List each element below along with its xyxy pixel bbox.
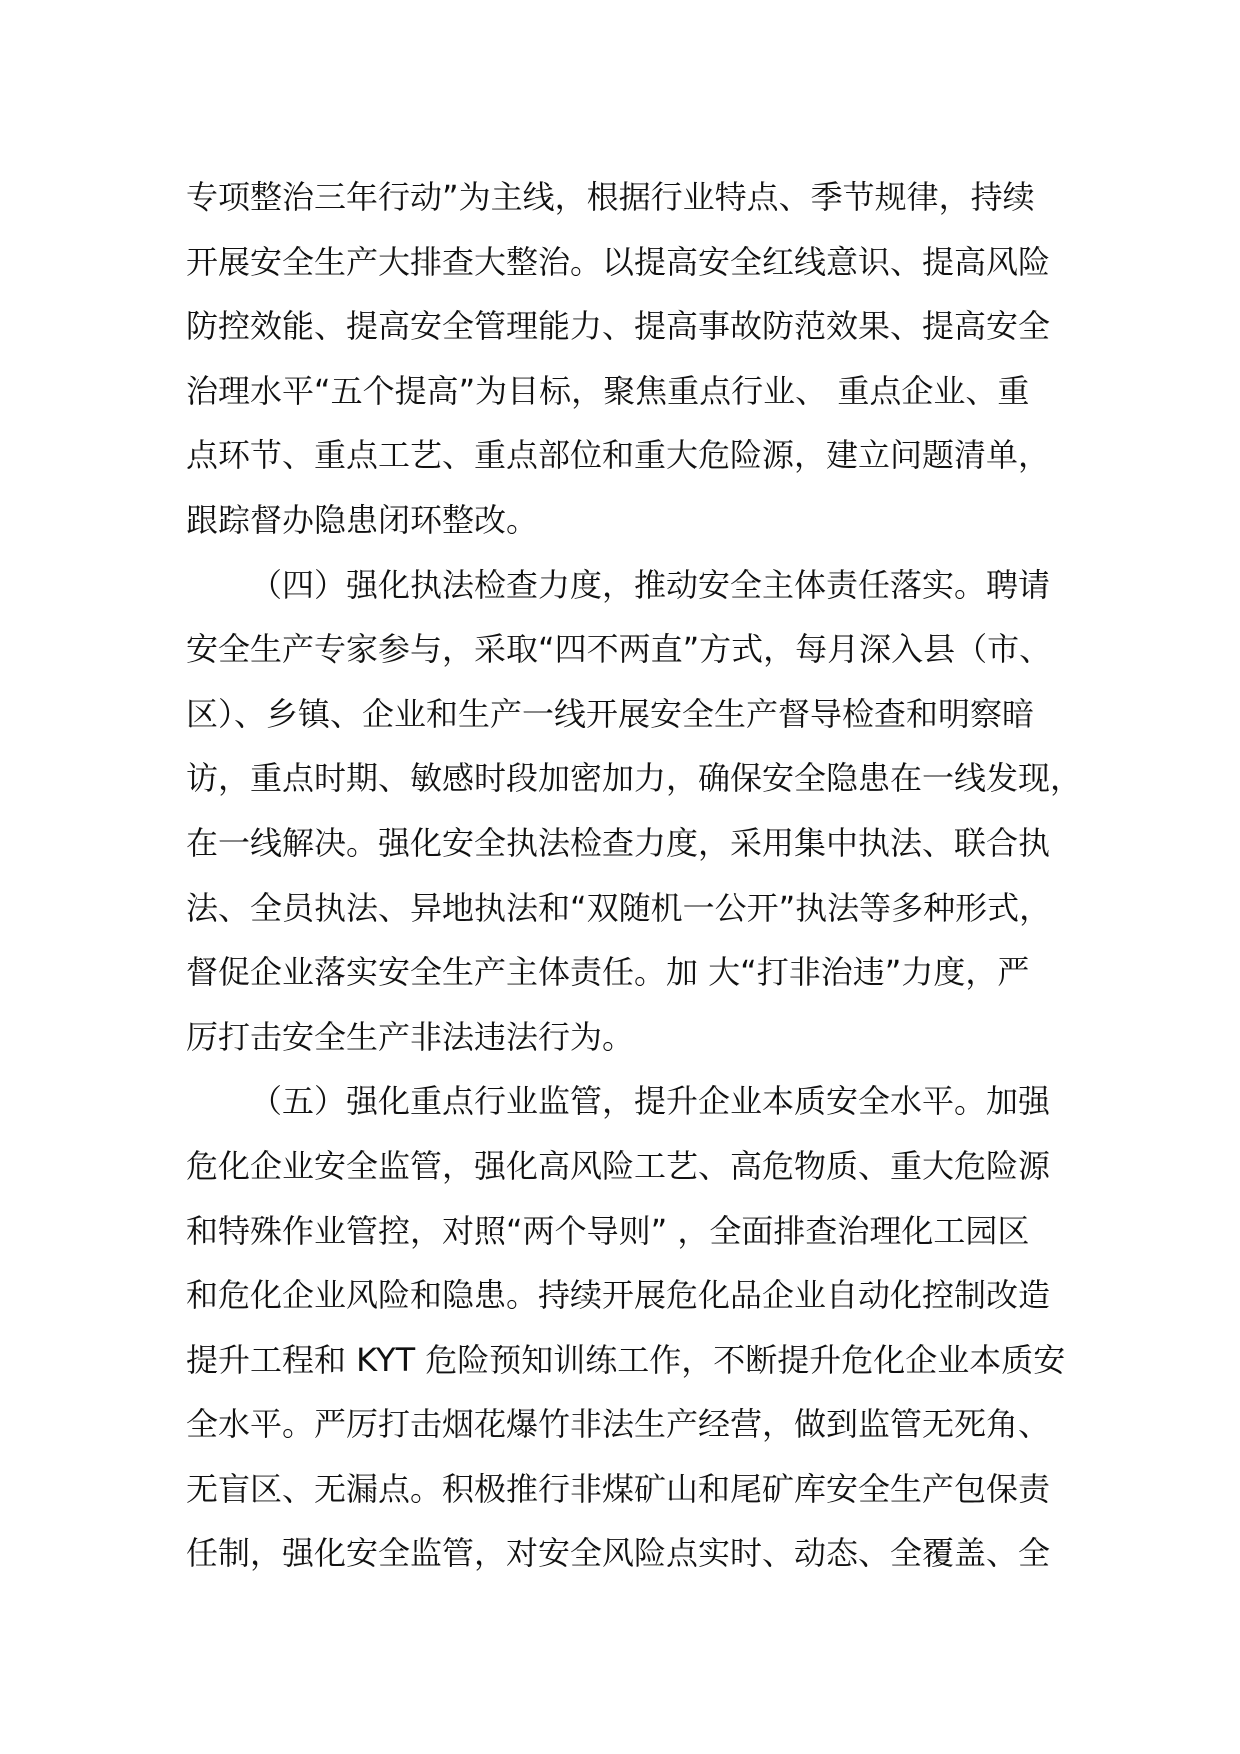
section-heading-line: （四）强化执法检查力度，推动安全主体责任落实。聘请 [250, 565, 1051, 604]
text-line: 无盲区、无漏点。积极推行非煤矿山和尾矿库安全生产包保责 [186, 1469, 1051, 1508]
text-line: 和危化企业风险和隐患。持续开展危化品企业自动化控制改造 [186, 1276, 1051, 1315]
text-line: 区）、乡镇、企业和生产一线开展安全生产督导检查和明察暗 [186, 694, 1035, 733]
text-line: 开展安全生产大排查大整治。以提高安全红线意识、提高风险 [186, 242, 1051, 281]
text-line: 跟踪督办隐患闭环整改。 [186, 500, 539, 539]
text-line: 防控效能、提高安全管理能力、提高事故防范效果、提高安全 [186, 307, 1051, 346]
text-line: 任制，强化安全监管，对安全风险点实时、动态、全覆盖、全 [186, 1534, 1051, 1573]
body-text [186, 165, 1083, 1586]
text-line: 危化企业安全监管，强化高风险工艺、高危物质、重大危险源 [186, 1146, 1051, 1185]
text-line: 在一线解决。强化安全执法检查力度，采用集中执法、联合执 [186, 823, 1051, 862]
text-line: 治理水平“五个提高”为目标，聚焦重点行业、 重点企业、重 [186, 371, 1030, 410]
text-line: 督促企业落实安全生产主体责任。加 大“打非治违”力度，严 [186, 953, 1030, 992]
text-line: 法、全员执法、异地执法和“双随机一公开”执法等多种形式， [186, 888, 1052, 927]
text-line: 厉打击安全生产非法违法行为。 [186, 1017, 635, 1056]
text-line: 点环节、重点工艺、重点部位和重大危险源，建立问题清单， [186, 436, 1051, 475]
text-line: 全水平。严厉打击烟花爆竹非法生产经营，做到监管无死角、 [186, 1405, 1051, 1444]
text-line: 专项整治三年行动”为主线，根据行业特点、季节规律，持续 [186, 178, 1035, 216]
text-line: 提升工程和 KYT 危险预知训练工作，不断提升危化企业本质安 [186, 1340, 1066, 1379]
text-line: 和特殊作业管控，对照“两个导则” ，全面排查治理化工园区 [186, 1211, 1030, 1250]
text-line: 访，重点时期、敏感时段加密加力，确保安全隐患在一线发现， [186, 759, 1083, 798]
section-heading-line: （五）强化重点行业监管，提升企业本质安全水平。加强 [250, 1082, 1051, 1121]
text-line: 安全生产专家参与，采取“四不两直”方式，每月深入县（市、 [186, 630, 1052, 669]
